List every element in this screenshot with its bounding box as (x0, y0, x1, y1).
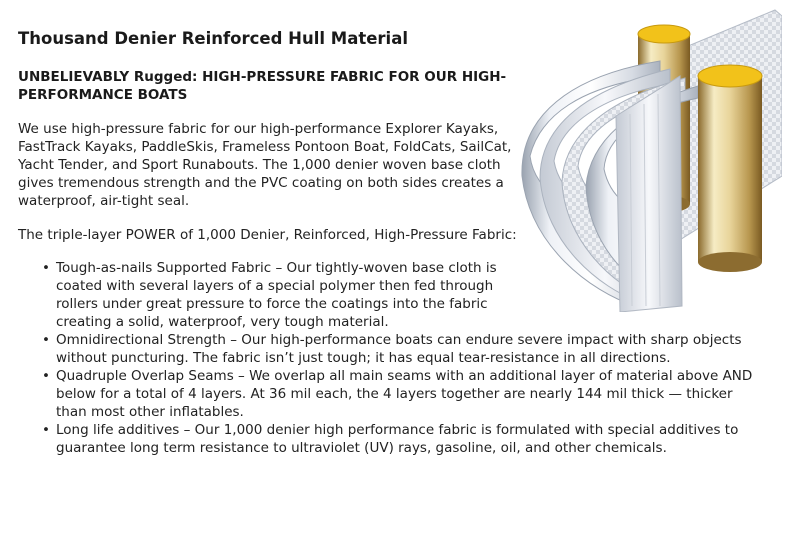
list-item (42, 421, 756, 457)
bullet-icon: • (42, 368, 50, 384)
feature-list (18, 259, 778, 457)
bullet-icon: • (42, 332, 50, 348)
feature-text: Omnidirectional Strength – Our high-performance boats can endure severe impact with sharp objects without puncturing. The fabric isn’t just tough; it has equal tear-resistance in all directions. (56, 332, 742, 366)
bullet-icon: • (42, 422, 50, 438)
list-item (42, 259, 526, 331)
list-item (42, 367, 756, 421)
page-title: Thousand Denier Reinforced Hull Material (18, 29, 409, 48)
feature-text: Long life additives – Our 1,000 denier high performance fabric is formulated with special additives to guarantee long term resistance to ultraviolet (UV) rays, gasoline, oil, and other chemicals. (56, 422, 739, 456)
bullet-icon: • (42, 260, 50, 276)
article (18, 29, 778, 457)
feature-text: Quadruple Overlap Seams – We overlap all main seams with an additional layer of material above AND below for a total of 4 layers. At 36 mil each, the 4 layers together are nearly 144 mil thick — thicker than most other inflatables. (56, 368, 753, 420)
feature-text: Tough-as-nails Supported Fabric – Our tightly-woven base cloth is coated with several layers of a special polymer then fed through rollers under great pressure to force the coatings into the fabric creating a solid, waterproof, very tough material. (56, 260, 497, 330)
triple-layer-paragraph: The triple-layer POWER of 1,000 Denier, Reinforced, High-Pressure Fabric: (18, 227, 517, 243)
list-item (42, 331, 756, 367)
intro-paragraph: We use high-pressure fabric for our high-performance Explorer Kayaks, FastTrack Kayaks, PaddleSkis, Frameless Pontoon Boat, FoldCats, SailCat, Yacht Tender, and Sport Runabouts. The 1,000 denier woven base cloth gives tremendous strength and the PVC coating on both sides creates a waterproof, air-tight seal. (18, 121, 512, 209)
section-subtitle: UNBELIEVABLY Rugged: HIGH-PRESSURE FABRIC FOR OUR HIGH-PERFORMANCE BOATS (18, 69, 507, 103)
